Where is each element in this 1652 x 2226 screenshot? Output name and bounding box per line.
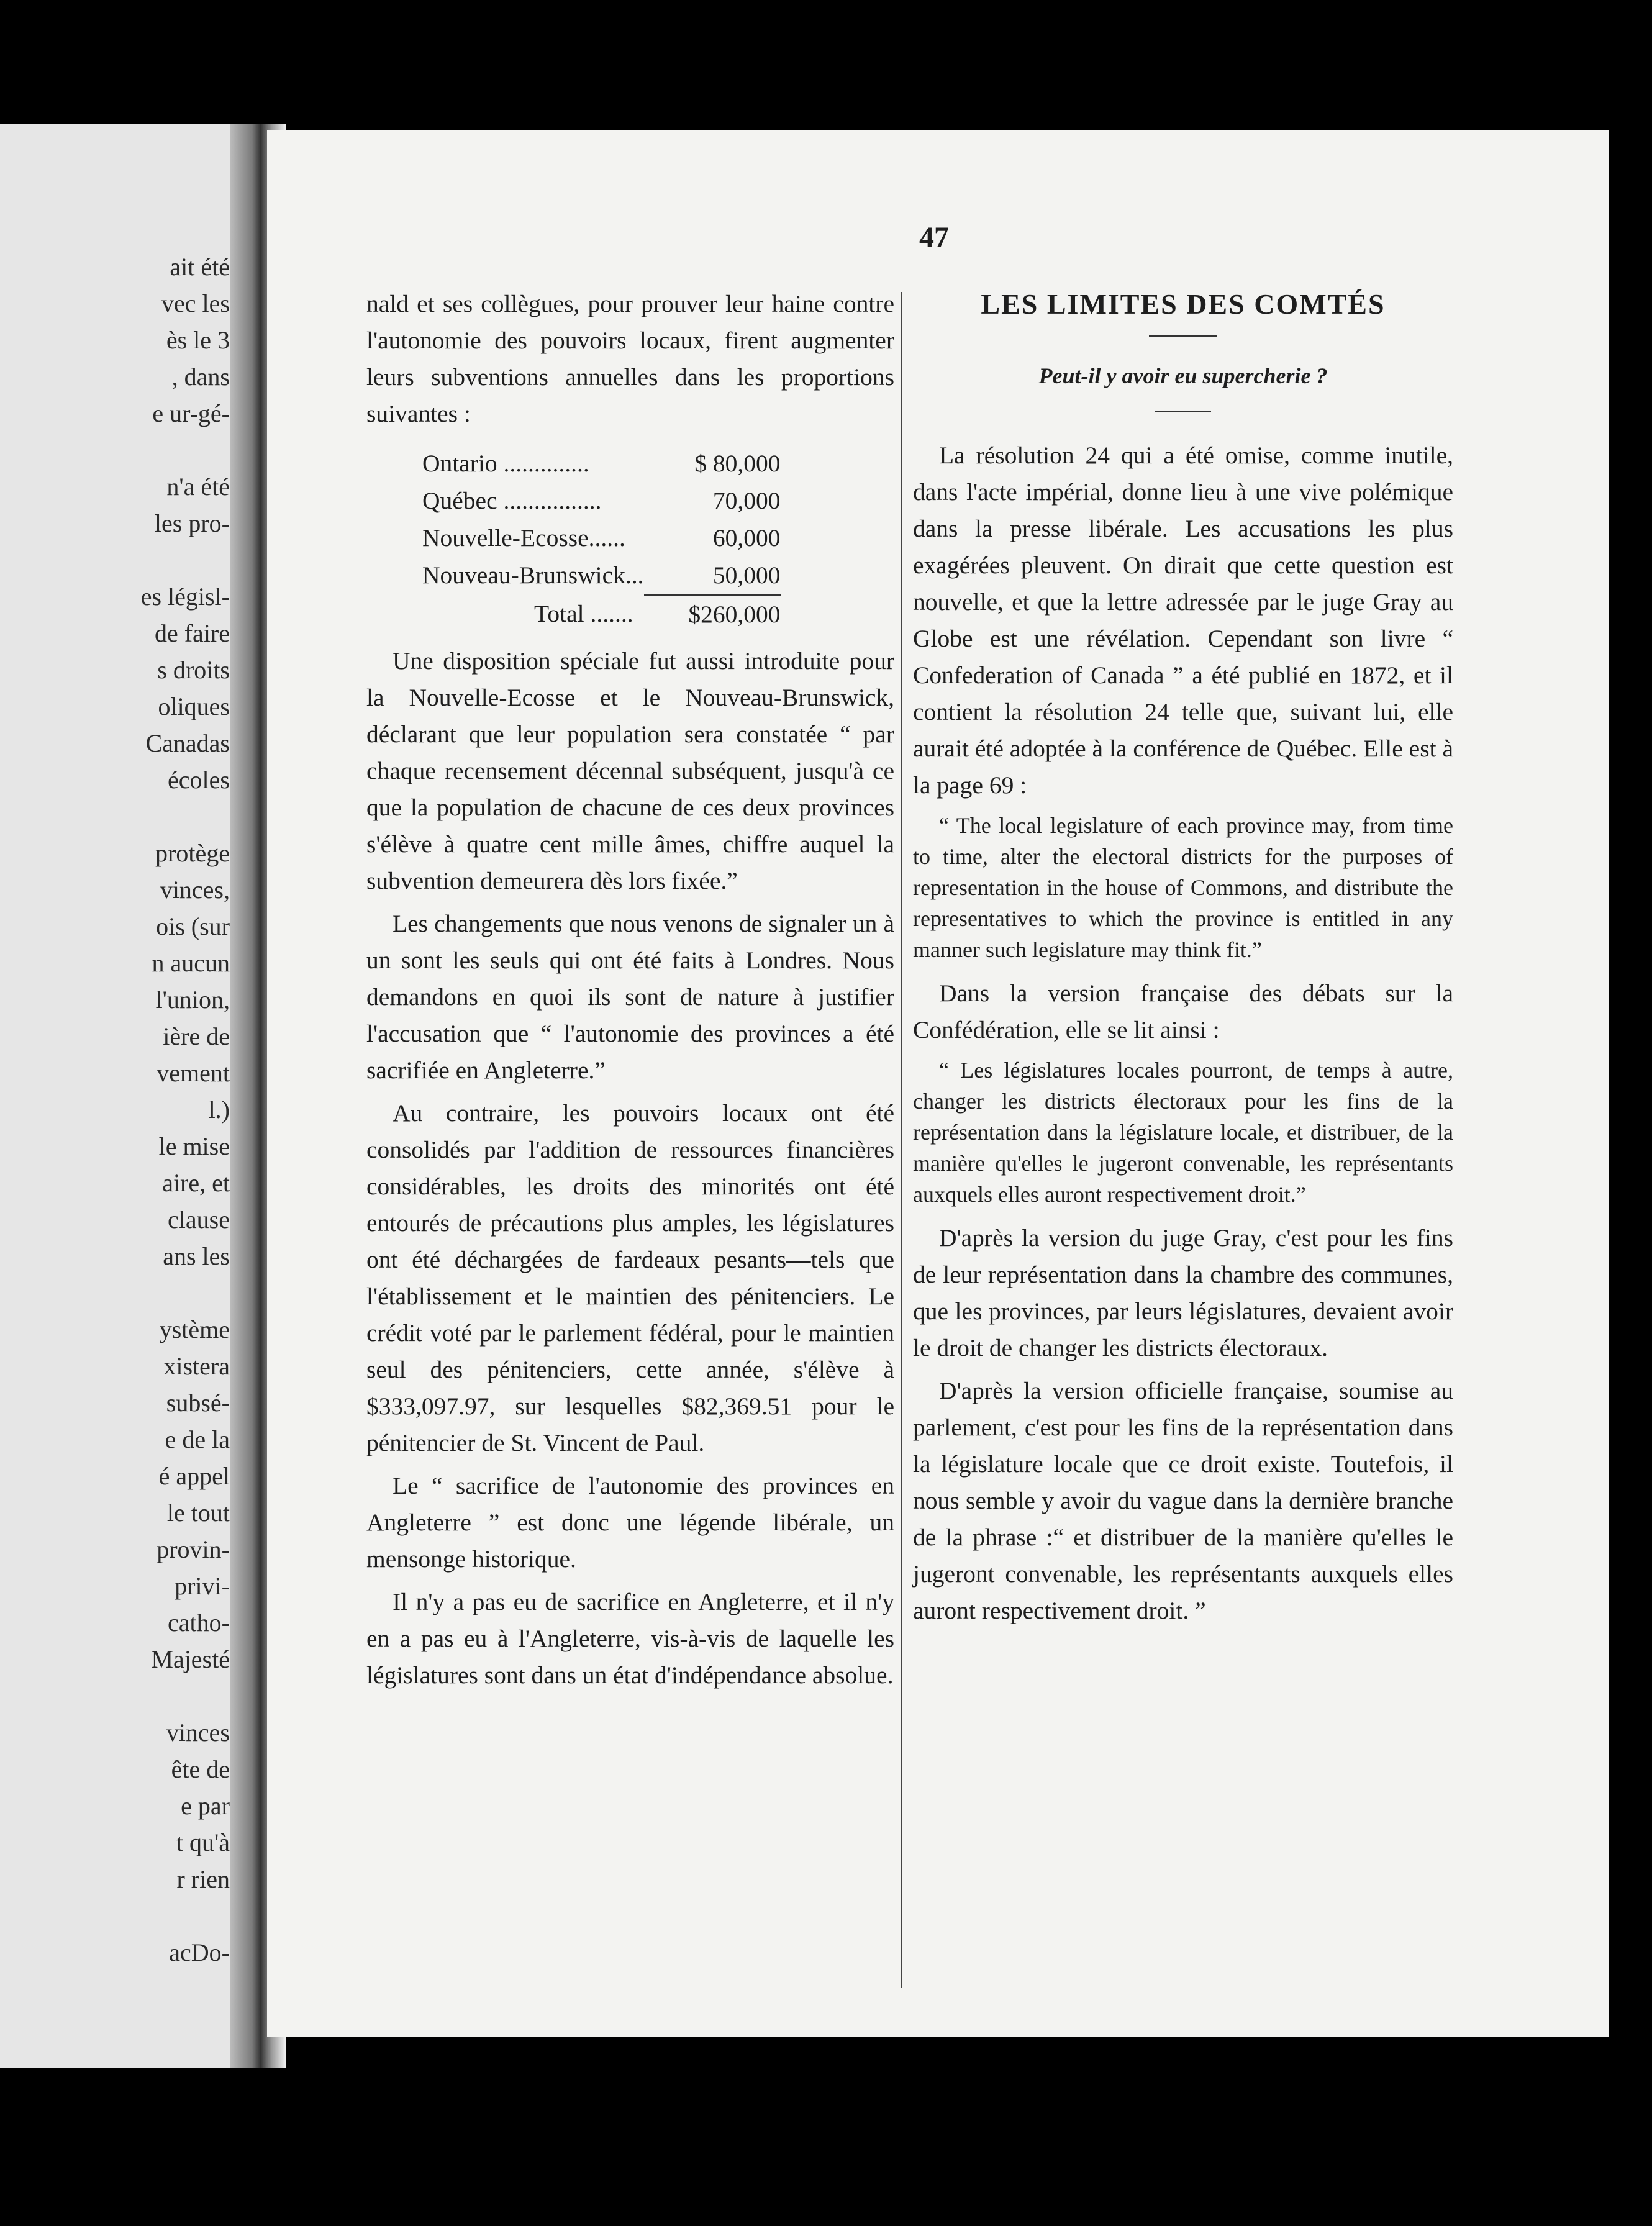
paragraph: Une disposition spéciale fut aussi introduite pour la Nouvelle-Ecosse et le Nouveau-Brunswick, déclarant que leur population sera constatée “ par chaque recensement décennal subséquent, jusqu'à ce que la population de chacune de ces deux provinces s'élève à quatre cent mille âmes, chiffre auquel la subvention demeurera dès lors fixée.” xyxy=(366,647,894,894)
amount-cell: $ 80,000 xyxy=(694,449,781,477)
amount-cell: 50,000 xyxy=(712,561,781,589)
province-cell: Nouveau-Brunswick... xyxy=(422,561,644,589)
facing-page-text: t qu'à xyxy=(176,1828,230,1856)
facing-page-text: Majesté xyxy=(151,1645,230,1673)
table-row xyxy=(422,445,781,482)
facing-page-text: ois (sur xyxy=(156,912,230,940)
facing-page-text: de faire xyxy=(154,619,230,647)
table-row xyxy=(422,519,781,556)
facing-page-text: écoles xyxy=(168,766,230,794)
amount-cell: 60,000 xyxy=(712,524,781,552)
facing-page-text: aire, et xyxy=(162,1169,230,1197)
table-row xyxy=(422,556,781,595)
facing-page-text: e ur-gé- xyxy=(152,399,230,427)
right-column xyxy=(913,286,1453,1635)
facing-page-text: catho- xyxy=(168,1609,230,1637)
paragraph: Le “ sacrifice de l'autonomie des provinces en Angleterre ” est donc une légende libérale, un mensonge historique. xyxy=(366,1472,894,1573)
province-cell: Nouvelle-Ecosse...... xyxy=(422,524,625,552)
facing-page-text: l'union, xyxy=(155,986,230,1014)
facing-page-text: n aucun xyxy=(152,949,230,977)
facing-page-text: subsé- xyxy=(166,1389,230,1417)
heading-rule xyxy=(1149,335,1217,337)
facing-page-text: e de la xyxy=(165,1425,230,1453)
facing-page-text: r rien xyxy=(176,1865,230,1893)
facing-page-text: ête de xyxy=(171,1755,230,1783)
paragraph: D'après la version officielle française, soumise au parlement, c'est pour les fins de la représentation dans la législature locale que ce droit existe. Toutefois, il nous semble y avoir du vague dans la dernière branche de la phrase :“ et distribuer de la manière qu'elles le jugeront convenable, les représentants auxquels elles auront respectivement droit. ” xyxy=(913,1377,1453,1624)
quote-english: “ The local legislature of each province may, from time to time, alter the electoral districts for the purposes of representation in the house of Commons, and distribute the representatives to which the province is entitled in any manner such legislature may think fit.” xyxy=(913,813,1453,962)
facing-page-text: s droits xyxy=(157,656,230,684)
total-label: Total ....... xyxy=(534,599,633,627)
facing-page-text: é appel xyxy=(158,1462,230,1490)
facing-page-fragment xyxy=(0,124,248,2068)
paragraph: Au contraire, les pouvoirs locaux ont été consolidés par l'addition de ressources financières considérables, les droits des minorités ont été entourés de précautions plus amples, les législatures ont été déchargées de fardeaux pesants—tels que l'établissement et le maintien des pénitenciers. Le crédit voté par le parlement fédéral, pour le maintien seul des pénitenciers, cette année, s'élève à $333,097.97, sur lesquelles $82,369.51 pour le pénitencier de St. Vincent de Paul. xyxy=(366,1099,894,1456)
article-subheading: Peut-il y avoir eu supercherie ? xyxy=(1038,363,1328,388)
subventions-table xyxy=(422,445,781,633)
province-cell: Ontario .............. xyxy=(422,449,589,477)
facing-page-text: e par xyxy=(181,1792,230,1820)
facing-page-text: vinces, xyxy=(160,876,230,904)
subheading-rule xyxy=(1155,411,1211,412)
intro-paragraph: nald et ses collègues, pour prouver leur haine contre l'autonomie des pouvoirs locaux, firent augmenter leurs subventions annuelles dans les proportions suivantes : xyxy=(366,290,894,427)
facing-page-text: les pro- xyxy=(154,509,230,537)
facing-page-text: es législ- xyxy=(140,583,230,611)
paragraph: La résolution 24 qui a été omise, comme inutile, dans l'acte impérial, donne lieu à une vive polémique dans la presse libérale. Les accusations les plus exagérées pleuvent. On dirait que cette question est nouvelle, et que la lettre adressée par le juge Gray au Globe est une révélation. Cependant son livre “ Confederation of Canada ” a été publié en 1872, et il contient la résolution 24 telle que, suivant lui, elle aurait été adoptée à la conférence de Québec. Elle est à la page 69 : xyxy=(913,442,1453,799)
facing-page-text: Canadas xyxy=(145,729,230,757)
facing-page-text: vement xyxy=(157,1059,230,1087)
paragraph: D'après la version du juge Gray, c'est pour les fins de leur représentation dans la chambre des communes, que les provinces, par leurs législatures, devaient avoir le droit de changer les districts électoraux. xyxy=(913,1224,1453,1361)
facing-page-text: xistera xyxy=(163,1352,230,1380)
facing-page-text: ait été xyxy=(170,253,230,281)
page-number: 47 xyxy=(919,221,949,254)
table-row xyxy=(422,482,781,519)
facing-page-text: vinces xyxy=(166,1719,230,1747)
paragraph: Il n'y a pas eu de sacrifice en Angleterre, et il n'y en a pas eu à l'Angleterre, vis-à-vis de laquelle les législatures sont dans un état d'indépendance absolue. xyxy=(366,1588,894,1689)
paragraph: Dans la version française des débats sur la Confédération, elle se lit ainsi : xyxy=(913,979,1453,1043)
facing-page-text: provin- xyxy=(157,1535,230,1563)
facing-page-text: ystème xyxy=(159,1315,230,1343)
province-cell: Québec ................ xyxy=(422,486,602,514)
facing-page-text: clause xyxy=(168,1206,230,1233)
quote-french: “ Les législatures locales pourront, de temps à autre, changer les districts électoraux pour les fins de la représentation dans la législature locale, et distribuer, de la manière qu'elles le jugeront convenable, les représentants auxquels elles auront respectivement droit.” xyxy=(913,1058,1453,1207)
left-column xyxy=(366,286,894,1700)
facing-page-text: le tout xyxy=(166,1499,230,1527)
paragraph: Les changements que nous venons de signaler un à un sont les seuls qui ont été faits à Londres. Nous demandons en quoi ils sont de nature à justifier l'accusation que “ l'autonomie des provinces a été sacrifiée en Angleterre.” xyxy=(366,910,894,1084)
facing-page-text: acDo- xyxy=(169,1938,230,1966)
facing-page-text: oliques xyxy=(158,693,230,720)
facing-page-text: vec les xyxy=(161,289,230,317)
amount-cell: 70,000 xyxy=(712,486,781,514)
facing-page-text: l.) xyxy=(208,1096,230,1124)
facing-page-text: , dans xyxy=(171,363,230,391)
facing-page-text: protège xyxy=(155,839,230,867)
total-row xyxy=(422,595,781,634)
column-divider xyxy=(901,292,902,1988)
facing-page-text: le mise xyxy=(158,1132,230,1160)
facing-page-text: ès le 3 xyxy=(166,326,230,354)
total-amount: $260,000 xyxy=(644,595,781,634)
facing-page-text: ière de xyxy=(163,1022,230,1050)
facing-page-text: n'a été xyxy=(166,473,230,501)
article-heading: LES LIMITES DES COMTÉS xyxy=(981,288,1386,320)
facing-page-text: privi- xyxy=(175,1572,230,1600)
facing-page-text: ans les xyxy=(163,1242,230,1270)
